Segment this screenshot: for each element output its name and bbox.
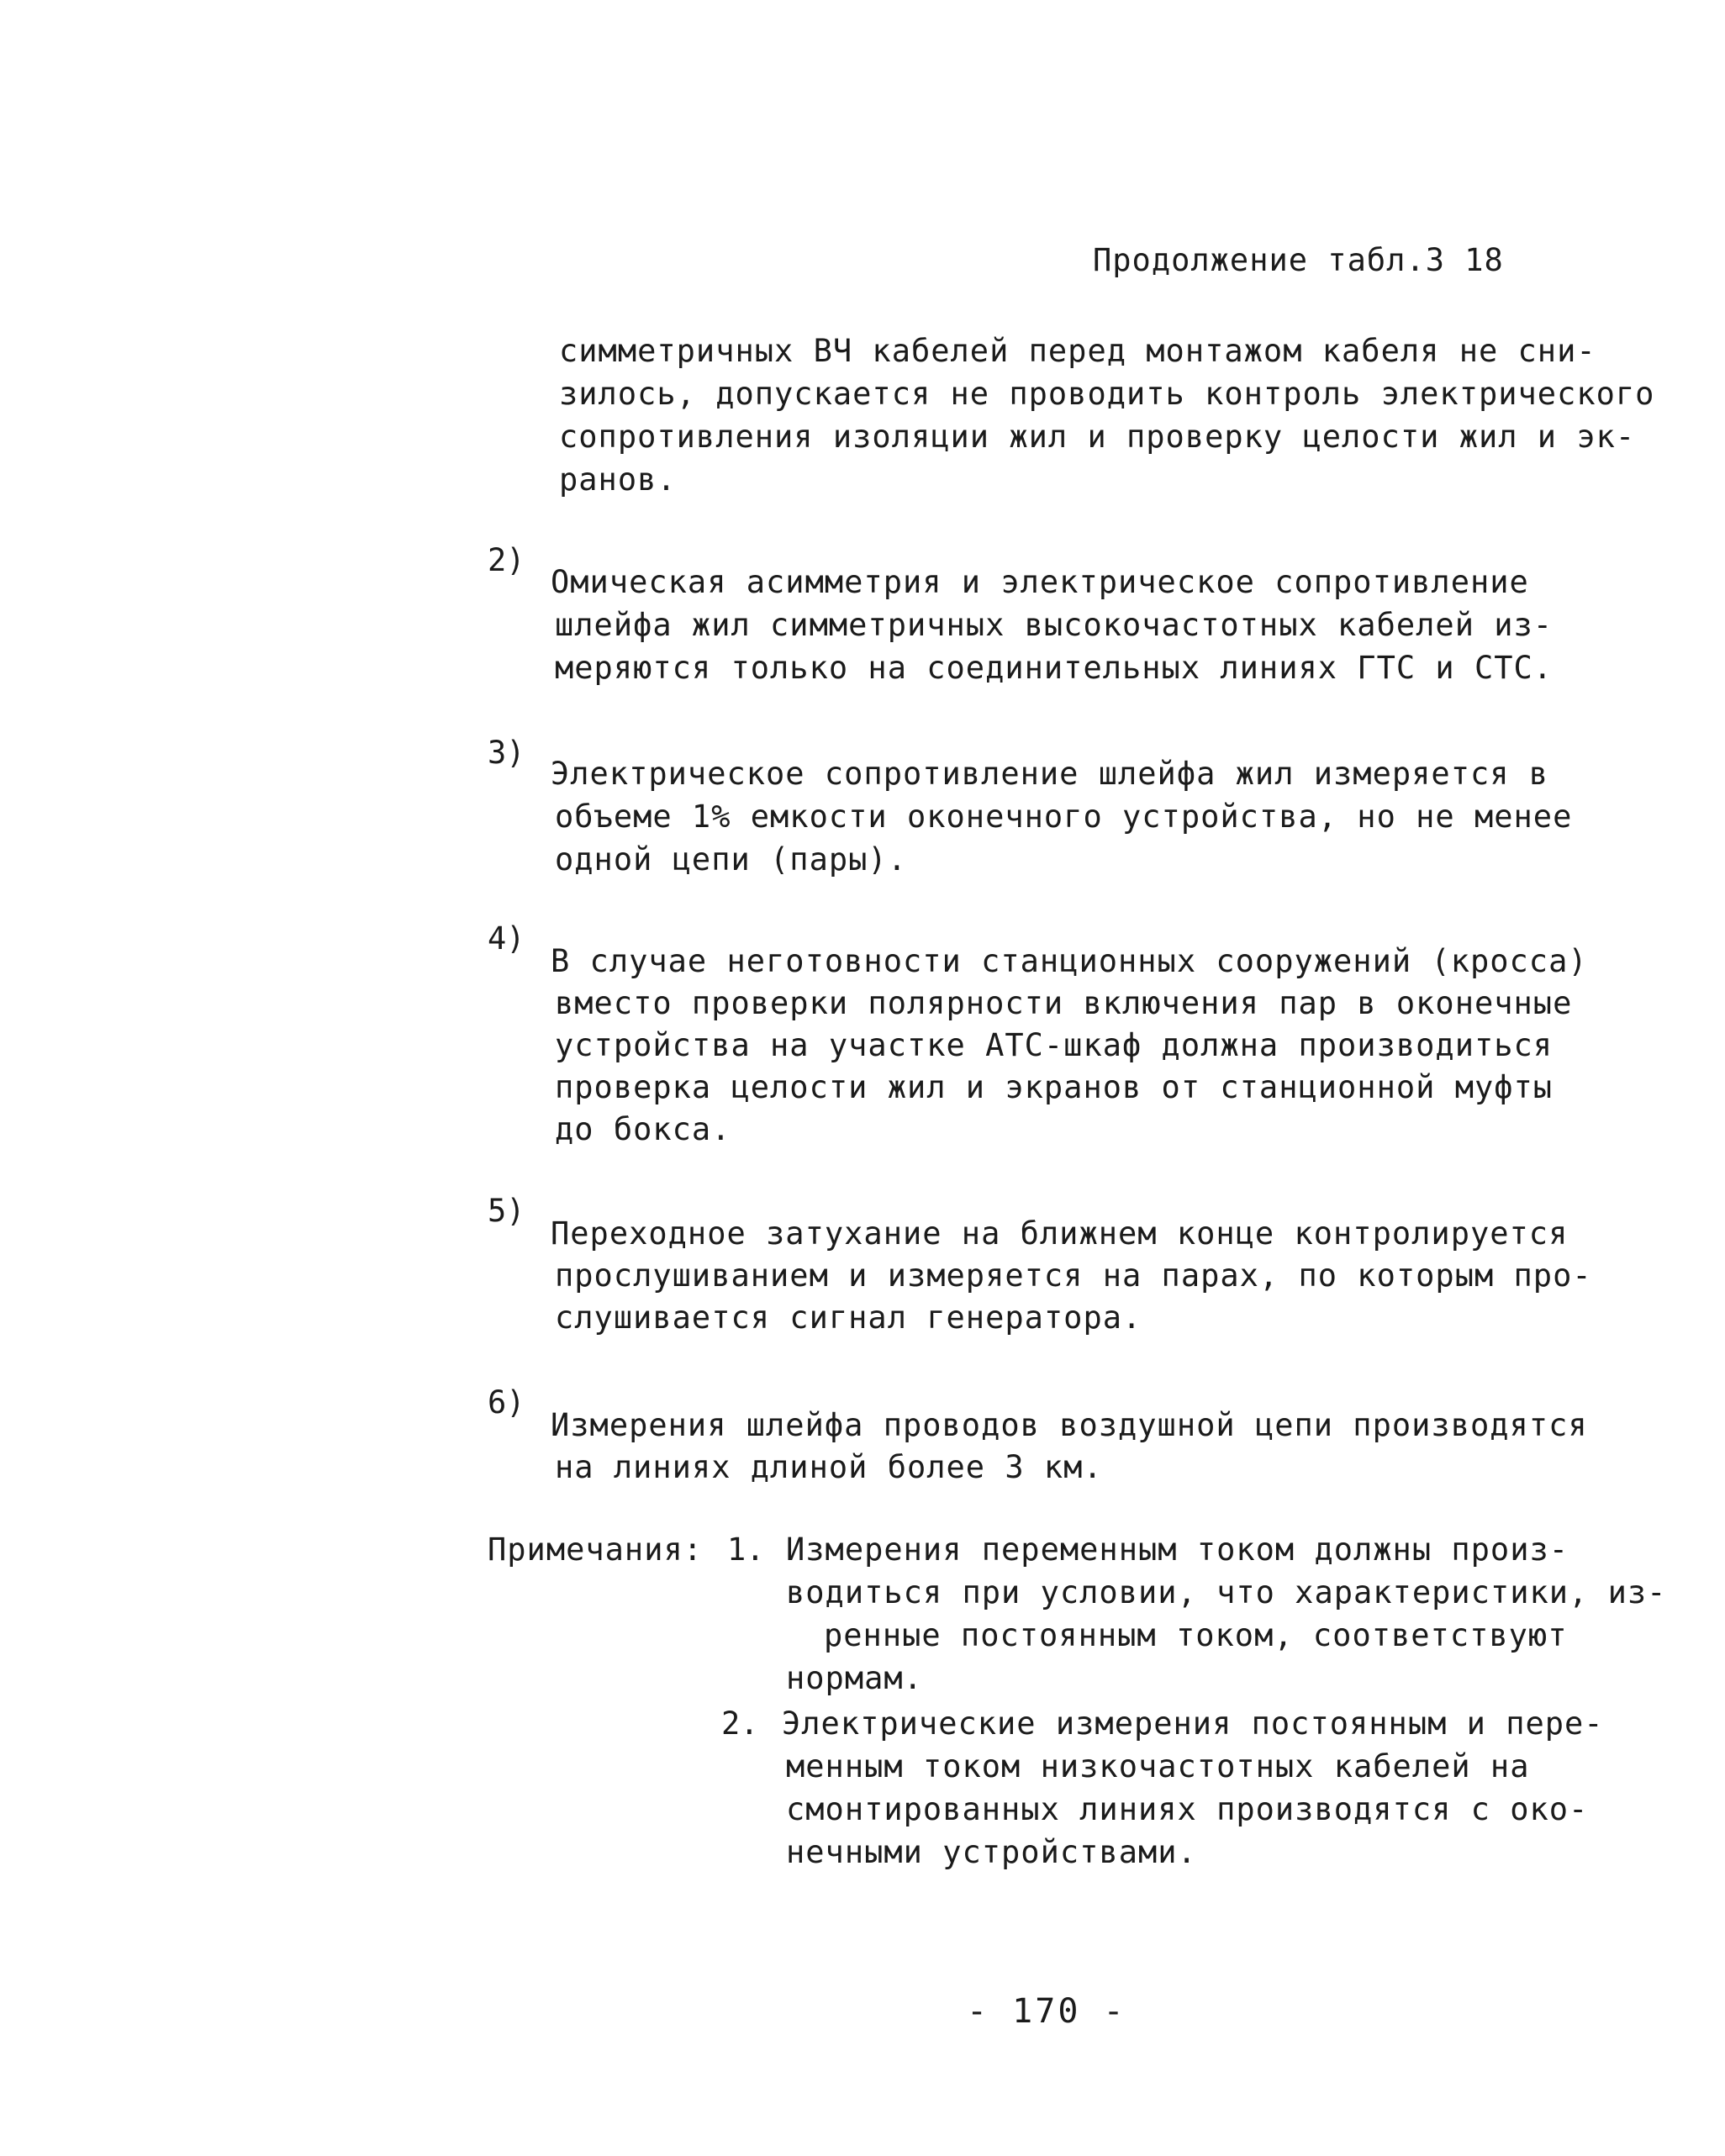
note-line: водиться при условии, что характеристики, из- xyxy=(786,1574,1667,1610)
page-number: - 170 - xyxy=(967,1992,1126,2031)
note-marker: 2. xyxy=(721,1705,759,1742)
footnote-line: устройства на участке АТС-шкаф должна производиться xyxy=(555,1027,1554,1063)
note-marker: 1. xyxy=(727,1531,765,1568)
footnote-marker: 5) xyxy=(488,1193,525,1229)
intro-line: зилось, допускается не проводить контроль электрического xyxy=(559,376,1655,412)
table-continuation-heading: Продолжение табл.3 18 xyxy=(1093,242,1504,278)
footnote-line: на линиях длиной более 3 км. xyxy=(555,1449,1103,1485)
footnote-line: Измерения шлейфа проводов воздушной цепи производятся xyxy=(551,1407,1588,1443)
note-line: смонтированных линиях производятся с око- xyxy=(786,1791,1589,1827)
footnote-marker: 6) xyxy=(488,1384,525,1421)
note-line: ренные постоянным током, соответствуют xyxy=(824,1617,1568,1653)
footnote-marker: 2) xyxy=(488,542,525,578)
footnote-line: прослушиванием и измеряется на парах, по которым про- xyxy=(555,1257,1592,1294)
footnote-line: объеме 1% емкости оконечного устройства, но не менее xyxy=(555,799,1573,835)
footnote-line: вместо проверки полярности включения пар в оконечные xyxy=(555,985,1573,1021)
footnote-line: Электрическое сопротивление шлейфа жил измеряется в xyxy=(551,756,1549,792)
note-line: менным током низкочастотных кабелей на xyxy=(786,1748,1530,1784)
footnote-marker: 3) xyxy=(488,735,525,771)
footnote-line: В случае неготовности станционных сооружений (кросса) xyxy=(551,943,1588,979)
footnote-marker: 4) xyxy=(488,920,525,957)
note-line: нормам. xyxy=(786,1660,923,1696)
footnote-line: Омическая асимметрия и электрическое сопротивление xyxy=(551,564,1529,600)
intro-line: симметричных ВЧ кабелей перед монтажом кабеля не сни- xyxy=(559,333,1596,369)
footnote-line: проверка целости жил и экранов от станционной муфты xyxy=(555,1069,1554,1105)
intro-line: ранов. xyxy=(559,461,677,498)
note-line: Измерения переменным током должны произ- xyxy=(786,1531,1569,1568)
footnote-line: одной цепи (пары). xyxy=(555,841,907,878)
footnote-line: слушивается сигнал генератора. xyxy=(555,1299,1142,1336)
note-line: Электрические измерения постоянным и пере- xyxy=(782,1705,1604,1742)
intro-line: сопротивления изоляции жил и проверку целости жил и эк- xyxy=(559,419,1636,455)
footnote-line: Переходное затухание на ближнем конце контролируется xyxy=(551,1215,1569,1252)
footnote-line: шлейфа жил симметричных высокочастотных кабелей из- xyxy=(555,607,1554,643)
footnote-line: меряются только на соединительных линиях ГТС и СТС. xyxy=(555,650,1554,686)
notes-label: Примечания: xyxy=(488,1531,704,1568)
note-line: нечными устройствами. xyxy=(786,1834,1197,1870)
footnote-line: до бокса. xyxy=(555,1111,731,1147)
